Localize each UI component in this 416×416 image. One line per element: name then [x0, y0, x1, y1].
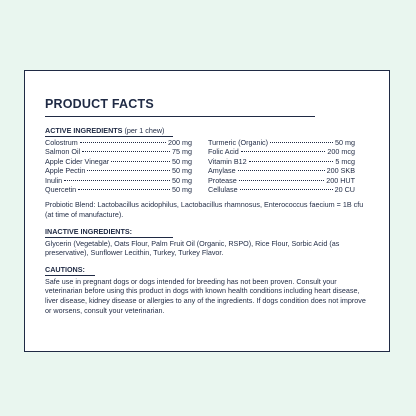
ingredient-amount: 200 mcg [327, 147, 355, 157]
ingredient-name: Colostrum [45, 138, 78, 147]
ingredient-name: Quercetin [45, 185, 77, 195]
dot-leader [111, 161, 170, 162]
panel-content [45, 97, 373, 315]
ingredient-amount: 50 mg [172, 156, 192, 166]
ingredient-name: Amylase [208, 166, 236, 176]
dot-leader [238, 170, 325, 171]
active-heading-text: ACTIVE INGREDIENTS [45, 126, 123, 135]
ingredient-amount: 50 mg [172, 166, 192, 176]
ingredient-row [208, 185, 355, 194]
ingredient-amount: 200 HUT [326, 175, 355, 185]
dot-leader [87, 170, 170, 171]
ingredient-row [45, 138, 192, 147]
ingredient-amount: 50 mg [172, 175, 192, 185]
dot-leader [240, 189, 333, 190]
cautions-text: Safe use in pregnant dogs or dogs intended for breeding has not been proven. Consult your veterinarian before using this product in dogs with known health conditions including heart disease, liver disease, kidney disease or allergies to any of the ingredients. If dogs condition does not improve or worsens, consult your veterinarian. [45, 276, 366, 315]
dot-leader [82, 151, 170, 152]
active-heading-divider [45, 136, 173, 137]
ingredient-amount: 50 mg [335, 138, 355, 147]
ingredient-name: Turmeric (Organic) [208, 138, 269, 147]
inactive-ingredients-heading: INACTIVE INGREDIENTS: [45, 226, 133, 236]
ingredient-row [208, 176, 355, 185]
ingredient-name: Salmon Oil [45, 147, 81, 157]
product-facts-panel [24, 70, 390, 352]
page-title: PRODUCT FACTS [45, 97, 154, 111]
ingredient-row [45, 185, 192, 194]
ingredient-amount: 5 mcg [335, 156, 355, 166]
probiotic-blend-text: Probiotic Blend: Lactobacillus acidophilus, Lactobacillus rhamnosus, Enterococcus faecium = 1B cfu (at time of manufacture). [45, 200, 364, 220]
dot-leader [270, 142, 333, 143]
dot-leader [249, 161, 334, 162]
ingredient-amount: 200 SKB [326, 166, 355, 176]
title-divider [45, 116, 315, 117]
ingredient-name: Folic Acid [208, 147, 239, 157]
ingredient-row [208, 147, 355, 156]
cautions-heading-divider [45, 275, 95, 276]
ingredient-amount: 75 mg [172, 147, 192, 157]
ingredient-row [45, 147, 192, 156]
ingredient-amount: 20 CU [334, 185, 355, 195]
dot-leader [239, 180, 324, 181]
ingredient-row [45, 157, 192, 166]
ingredient-name: Protease [208, 175, 237, 185]
ingredient-row [208, 138, 355, 147]
ingredient-amount: 50 mg [172, 185, 192, 195]
ingredient-row [45, 166, 192, 175]
active-heading-serving: (per 1 chew) [124, 126, 165, 135]
cautions-heading: CAUTIONS: [45, 264, 85, 274]
dot-leader [64, 180, 170, 181]
active-ingredients-table [45, 138, 373, 194]
dot-leader [78, 189, 170, 190]
ingredient-name: Vitamin B12 [208, 156, 247, 166]
ingredient-amount: 200 mg [168, 138, 192, 147]
ingredient-row [208, 166, 355, 175]
inactive-ingredients-text: Glycerin (Vegetable), Oats Flour, Palm Fruit Oil (Organic, RSPO), Rice Flour, Sorbic Acid (as preservative), Sunflower Lecithin, Turkey, Turkey Flavor. [45, 238, 340, 258]
inactive-heading-divider [45, 237, 173, 238]
ingredients-column-right [208, 138, 355, 194]
active-ingredients-heading [45, 126, 373, 135]
ingredient-name: Inulin [45, 175, 63, 185]
ingredient-name: Apple Cider Vinegar [45, 156, 110, 166]
ingredient-name: Cellulase [208, 185, 238, 195]
ingredient-name: Apple Pectin [45, 166, 86, 176]
ingredients-column-left [45, 138, 192, 194]
ingredient-row [45, 176, 192, 185]
dot-leader [80, 142, 166, 143]
ingredient-row [208, 157, 355, 166]
dot-leader [241, 151, 326, 152]
